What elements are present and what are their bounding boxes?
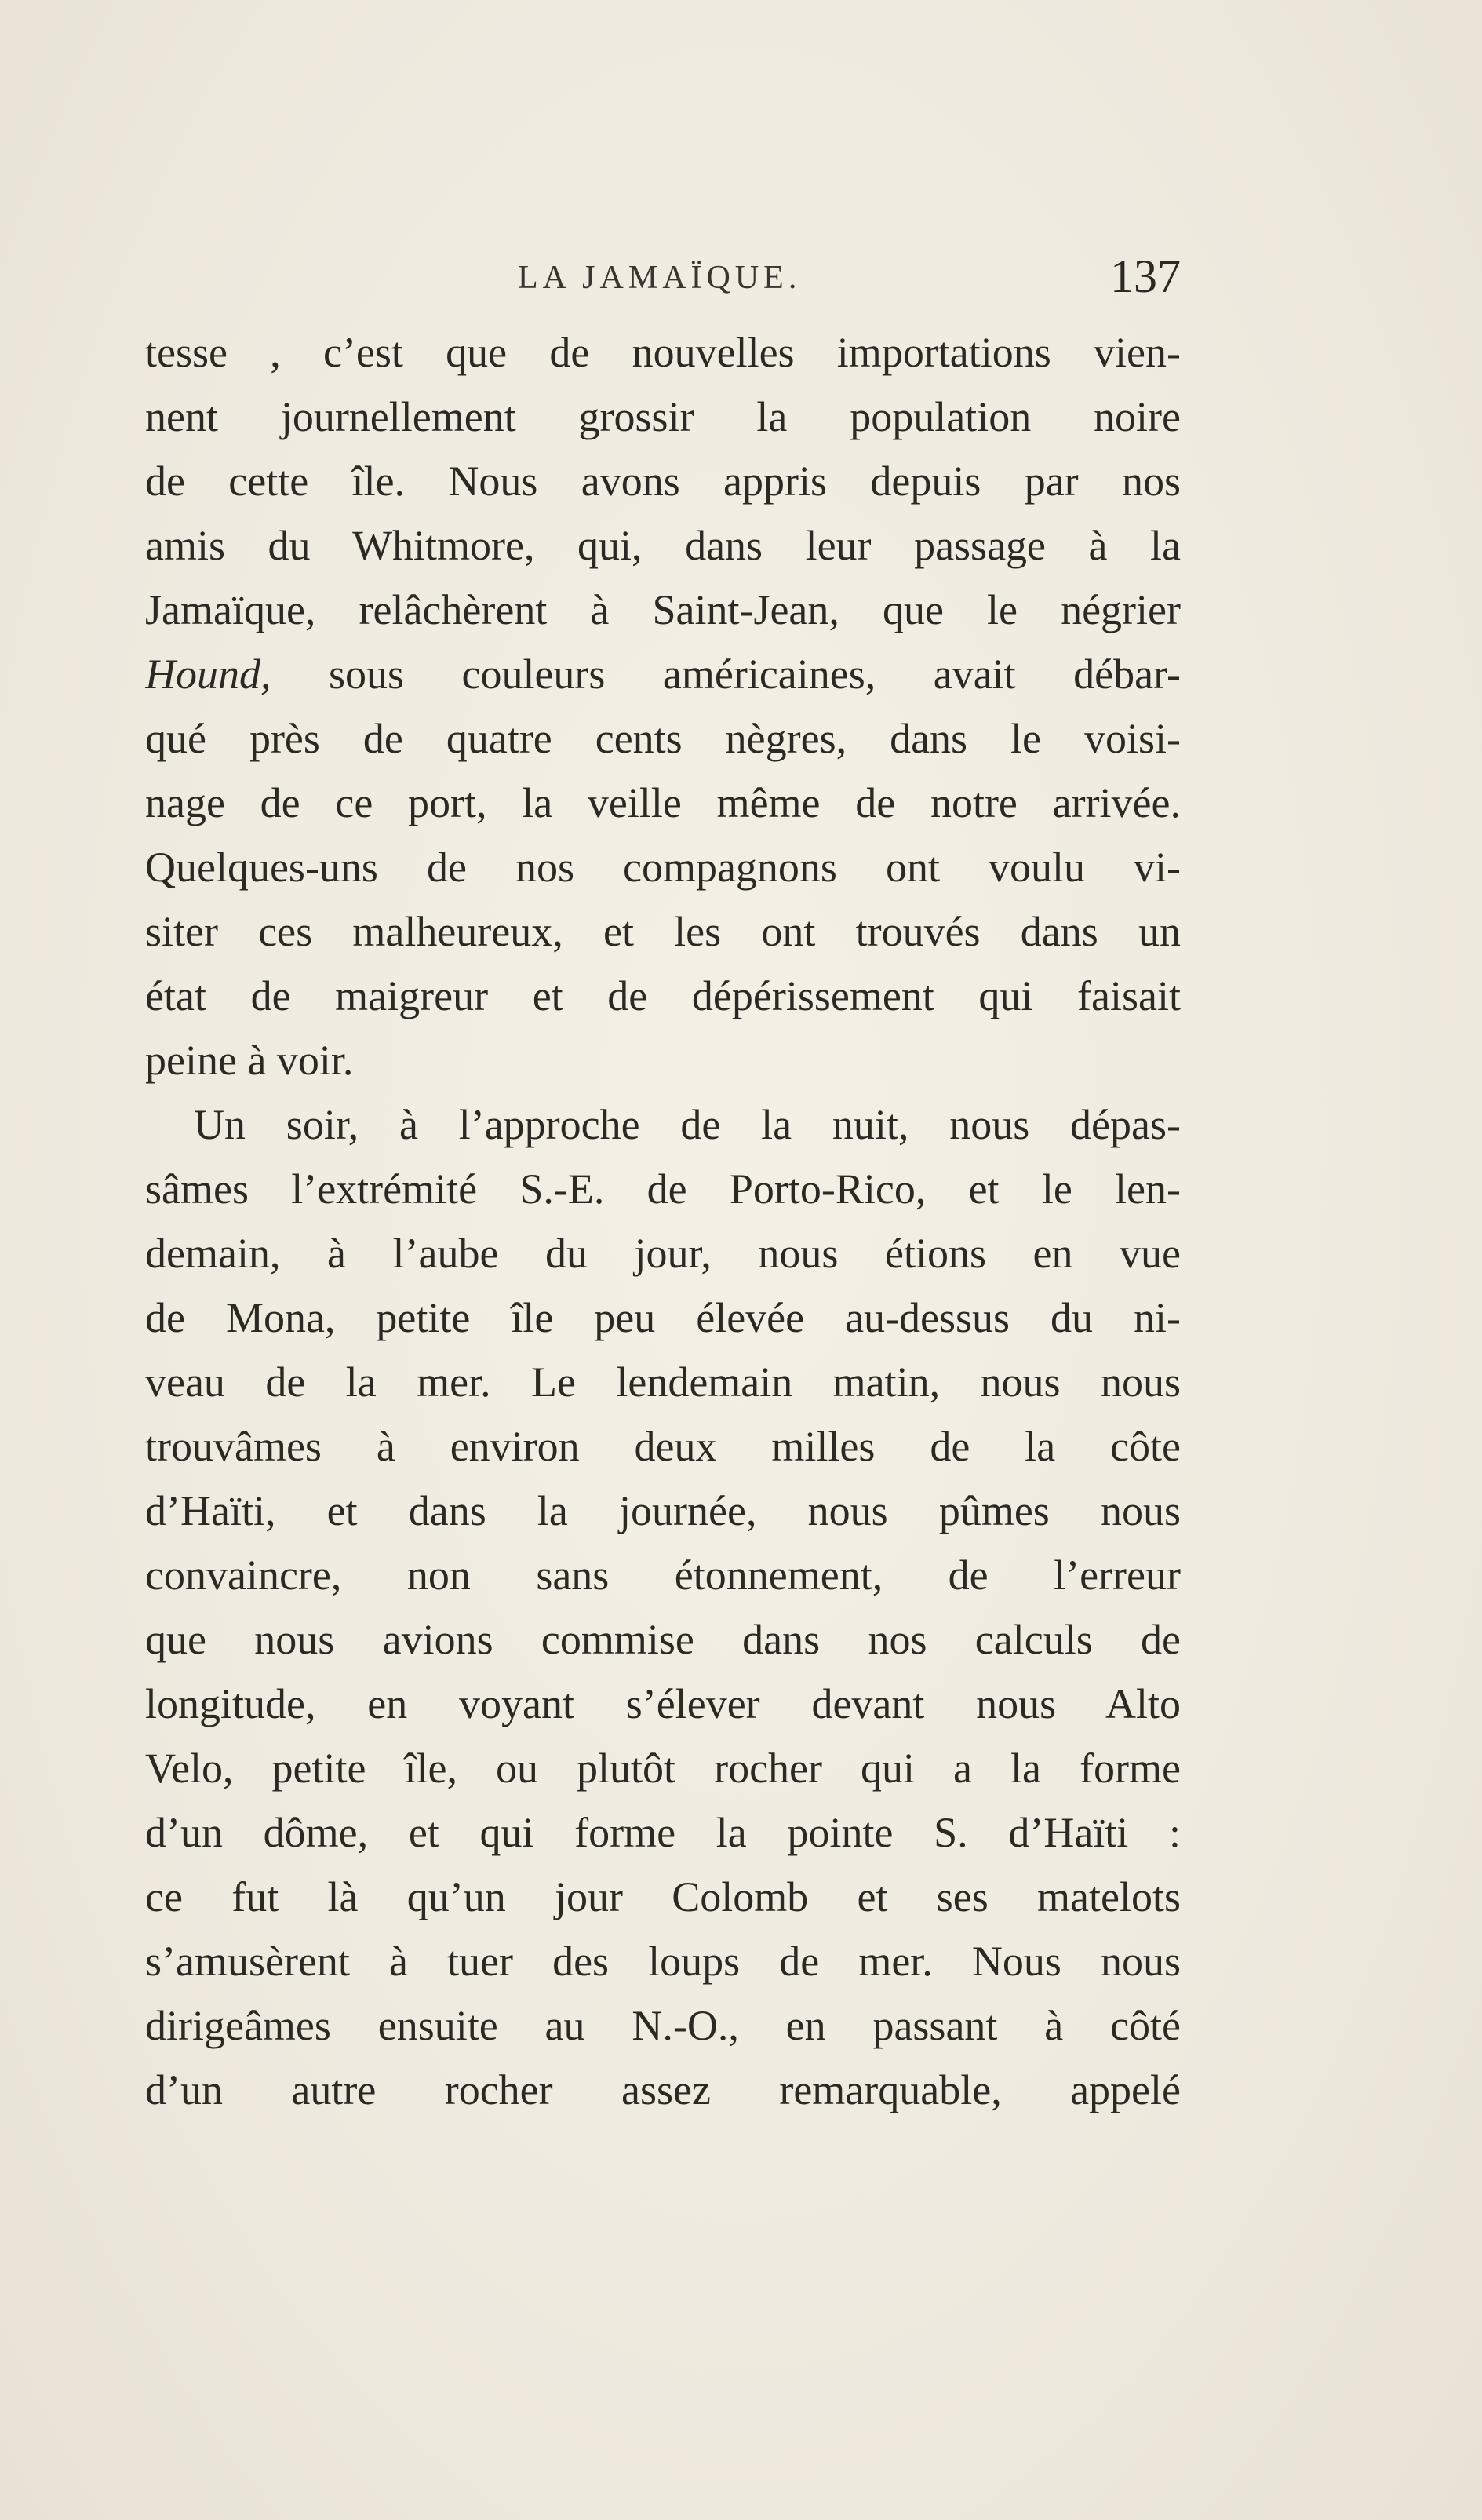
text-line: Jamaïque, relâchèrent à Saint-Jean, que le négrier xyxy=(145,586,1181,633)
text-line: de cette île. Nous avons appris depuis par nos xyxy=(145,458,1181,505)
text-line: que nous avions commise dans nos calculs de xyxy=(145,1616,1181,1663)
text-line: état de maigreur et de dépérissement qui faisait xyxy=(145,972,1181,1019)
text-line: veau de la mer. Le lendemain matin, nous nous xyxy=(145,1358,1181,1406)
text-line: peine à voir. xyxy=(145,1037,354,1084)
text-line: trouvâmes à environ deux milles de la côte xyxy=(145,1423,1181,1470)
running-title: LA JAMAÏQUE. xyxy=(518,260,802,296)
text-line: nage de ce port, la veille même de notre arrivée. xyxy=(145,779,1181,826)
text-line: sâmes l’extrémité S.-E. de Porto-Rico, et le len- xyxy=(145,1165,1181,1213)
text-line: Quelques-uns de nos compagnons ont voulu vi- xyxy=(145,844,1181,891)
text-line: Un soir, à l’approche de la nuit, nous dépas- xyxy=(194,1101,1181,1148)
page-number: 137 xyxy=(1110,250,1181,302)
text-line: s’amusèrent à tuer des loups de mer. Nous nous xyxy=(145,1938,1181,1985)
text-line: siter ces malheureux, et les ont trouvés dans un xyxy=(145,908,1181,955)
text-line: d’un autre rocher assez remarquable, appelé xyxy=(145,2066,1181,2113)
text-line: amis du Whitmore, qui, dans leur passage à la xyxy=(145,522,1181,569)
text-line: demain, à l’aube du jour, nous étions en vue xyxy=(145,1230,1181,1277)
text-line: d’un dôme, et qui forme la pointe S. d’Haïti : xyxy=(145,1809,1181,1856)
text-line: dirigeâmes ensuite au N.-O., en passant à côté xyxy=(145,2002,1181,2049)
text-line-rest: sous couleurs américaines, avait débar- xyxy=(328,651,1181,698)
text-line: qué près de quatre cents nègres, dans le voisi- xyxy=(145,715,1181,762)
ship-name: Hound, xyxy=(145,651,271,698)
text-line: tesse , c’est que de nouvelles importations vien- xyxy=(145,329,1181,376)
text-line: d’Haïti, et dans la journée, nous pûmes nous xyxy=(145,1487,1181,1534)
running-head xyxy=(145,250,1181,312)
text-line: longitude, en voyant s’élever devant nous Alto xyxy=(145,1680,1181,1727)
text-line: Velo, petite île, ou plutôt rocher qui a la forme xyxy=(145,1745,1181,1792)
text-line: de Mona, petite île peu élevée au-dessus du ni- xyxy=(145,1294,1181,1341)
text-line: ce fut là qu’un jour Colomb et ses matelots xyxy=(145,1873,1181,1920)
text-block xyxy=(145,320,1181,2122)
text-line: nent journellement grossir la population noire xyxy=(145,393,1181,440)
text-line-with-ship-name xyxy=(145,642,1181,706)
text-line: convaincre, non sans étonnement, de l’erreur xyxy=(145,1552,1181,1599)
